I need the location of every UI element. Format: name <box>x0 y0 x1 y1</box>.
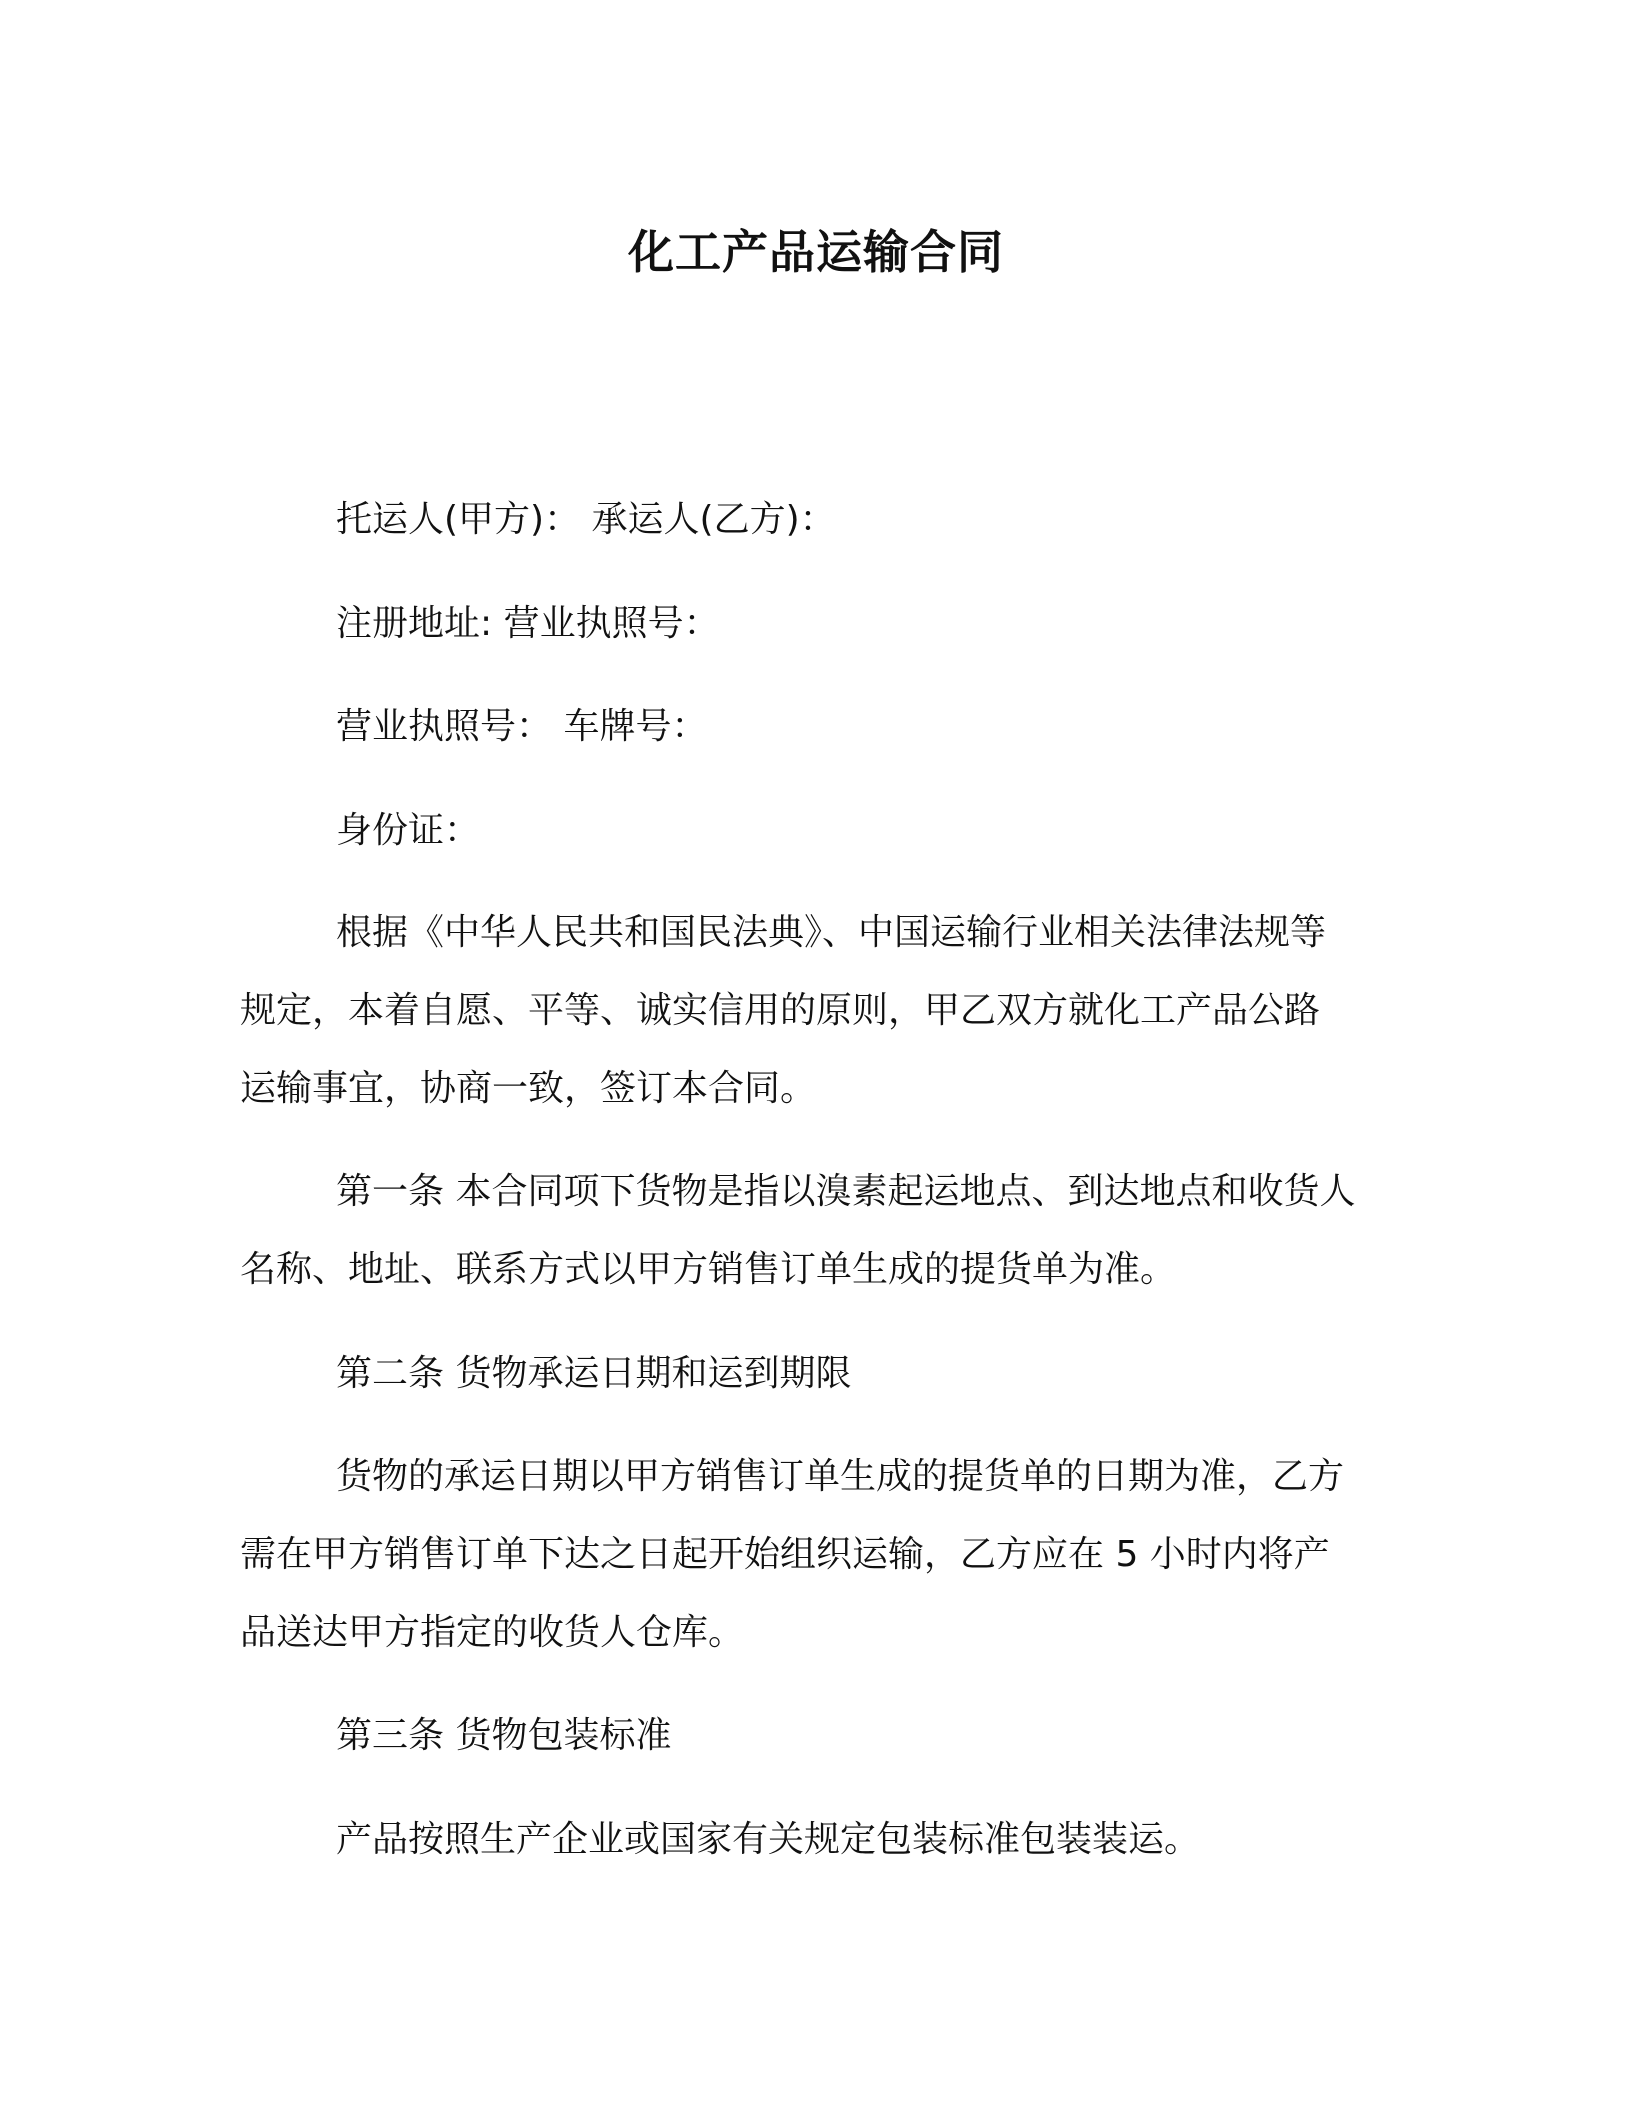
article-2-line-1: 货物的承运日期以甲方销售订单生成的提货单的日期为准，乙方 <box>336 1456 1345 1497</box>
article-2-heading: 第二条 货物承运日期和运到期限 <box>336 1353 852 1394</box>
preamble-line-1: 根据《中华人民共和国民法典》、中国运输行业相关法律法规等 <box>336 912 1327 953</box>
preamble-line-3: 运输事宜，协商一致，签订本合同。 <box>240 1068 817 1109</box>
party-line: 托运人(甲方)： 承运人(乙方)： <box>336 499 836 540</box>
id-line: 身份证： <box>336 810 481 851</box>
article-3-line-1: 产品按照生产企业或国家有关规定包装标准包装装运。 <box>336 1819 1201 1860</box>
article-1-line-2: 名称、地址、联系方式以甲方销售订单生成的提货单为准。 <box>240 1249 1177 1290</box>
document-title: 化工产品运输合同 <box>628 225 1004 279</box>
article-2-line-2: 需在甲方销售订单下达之日起开始组织运输，乙方应在 5 小时内将产 <box>240 1534 1330 1575</box>
address-line: 注册地址: 营业执照号： <box>336 603 720 644</box>
article-3-heading: 第三条 货物包装标准 <box>336 1715 672 1756</box>
article-2-line-3: 品送达甲方指定的收货人仓库。 <box>240 1612 745 1653</box>
license-line: 营业执照号： 车牌号： <box>336 706 708 747</box>
preamble-line-2: 规定，本着自愿、平等、诚实信用的原则，甲乙双方就化工产品公路 <box>240 990 1321 1031</box>
article-1-line-1: 第一条 本合同项下货物是指以溴素起运地点、到达地点和收货人 <box>336 1171 1356 1212</box>
